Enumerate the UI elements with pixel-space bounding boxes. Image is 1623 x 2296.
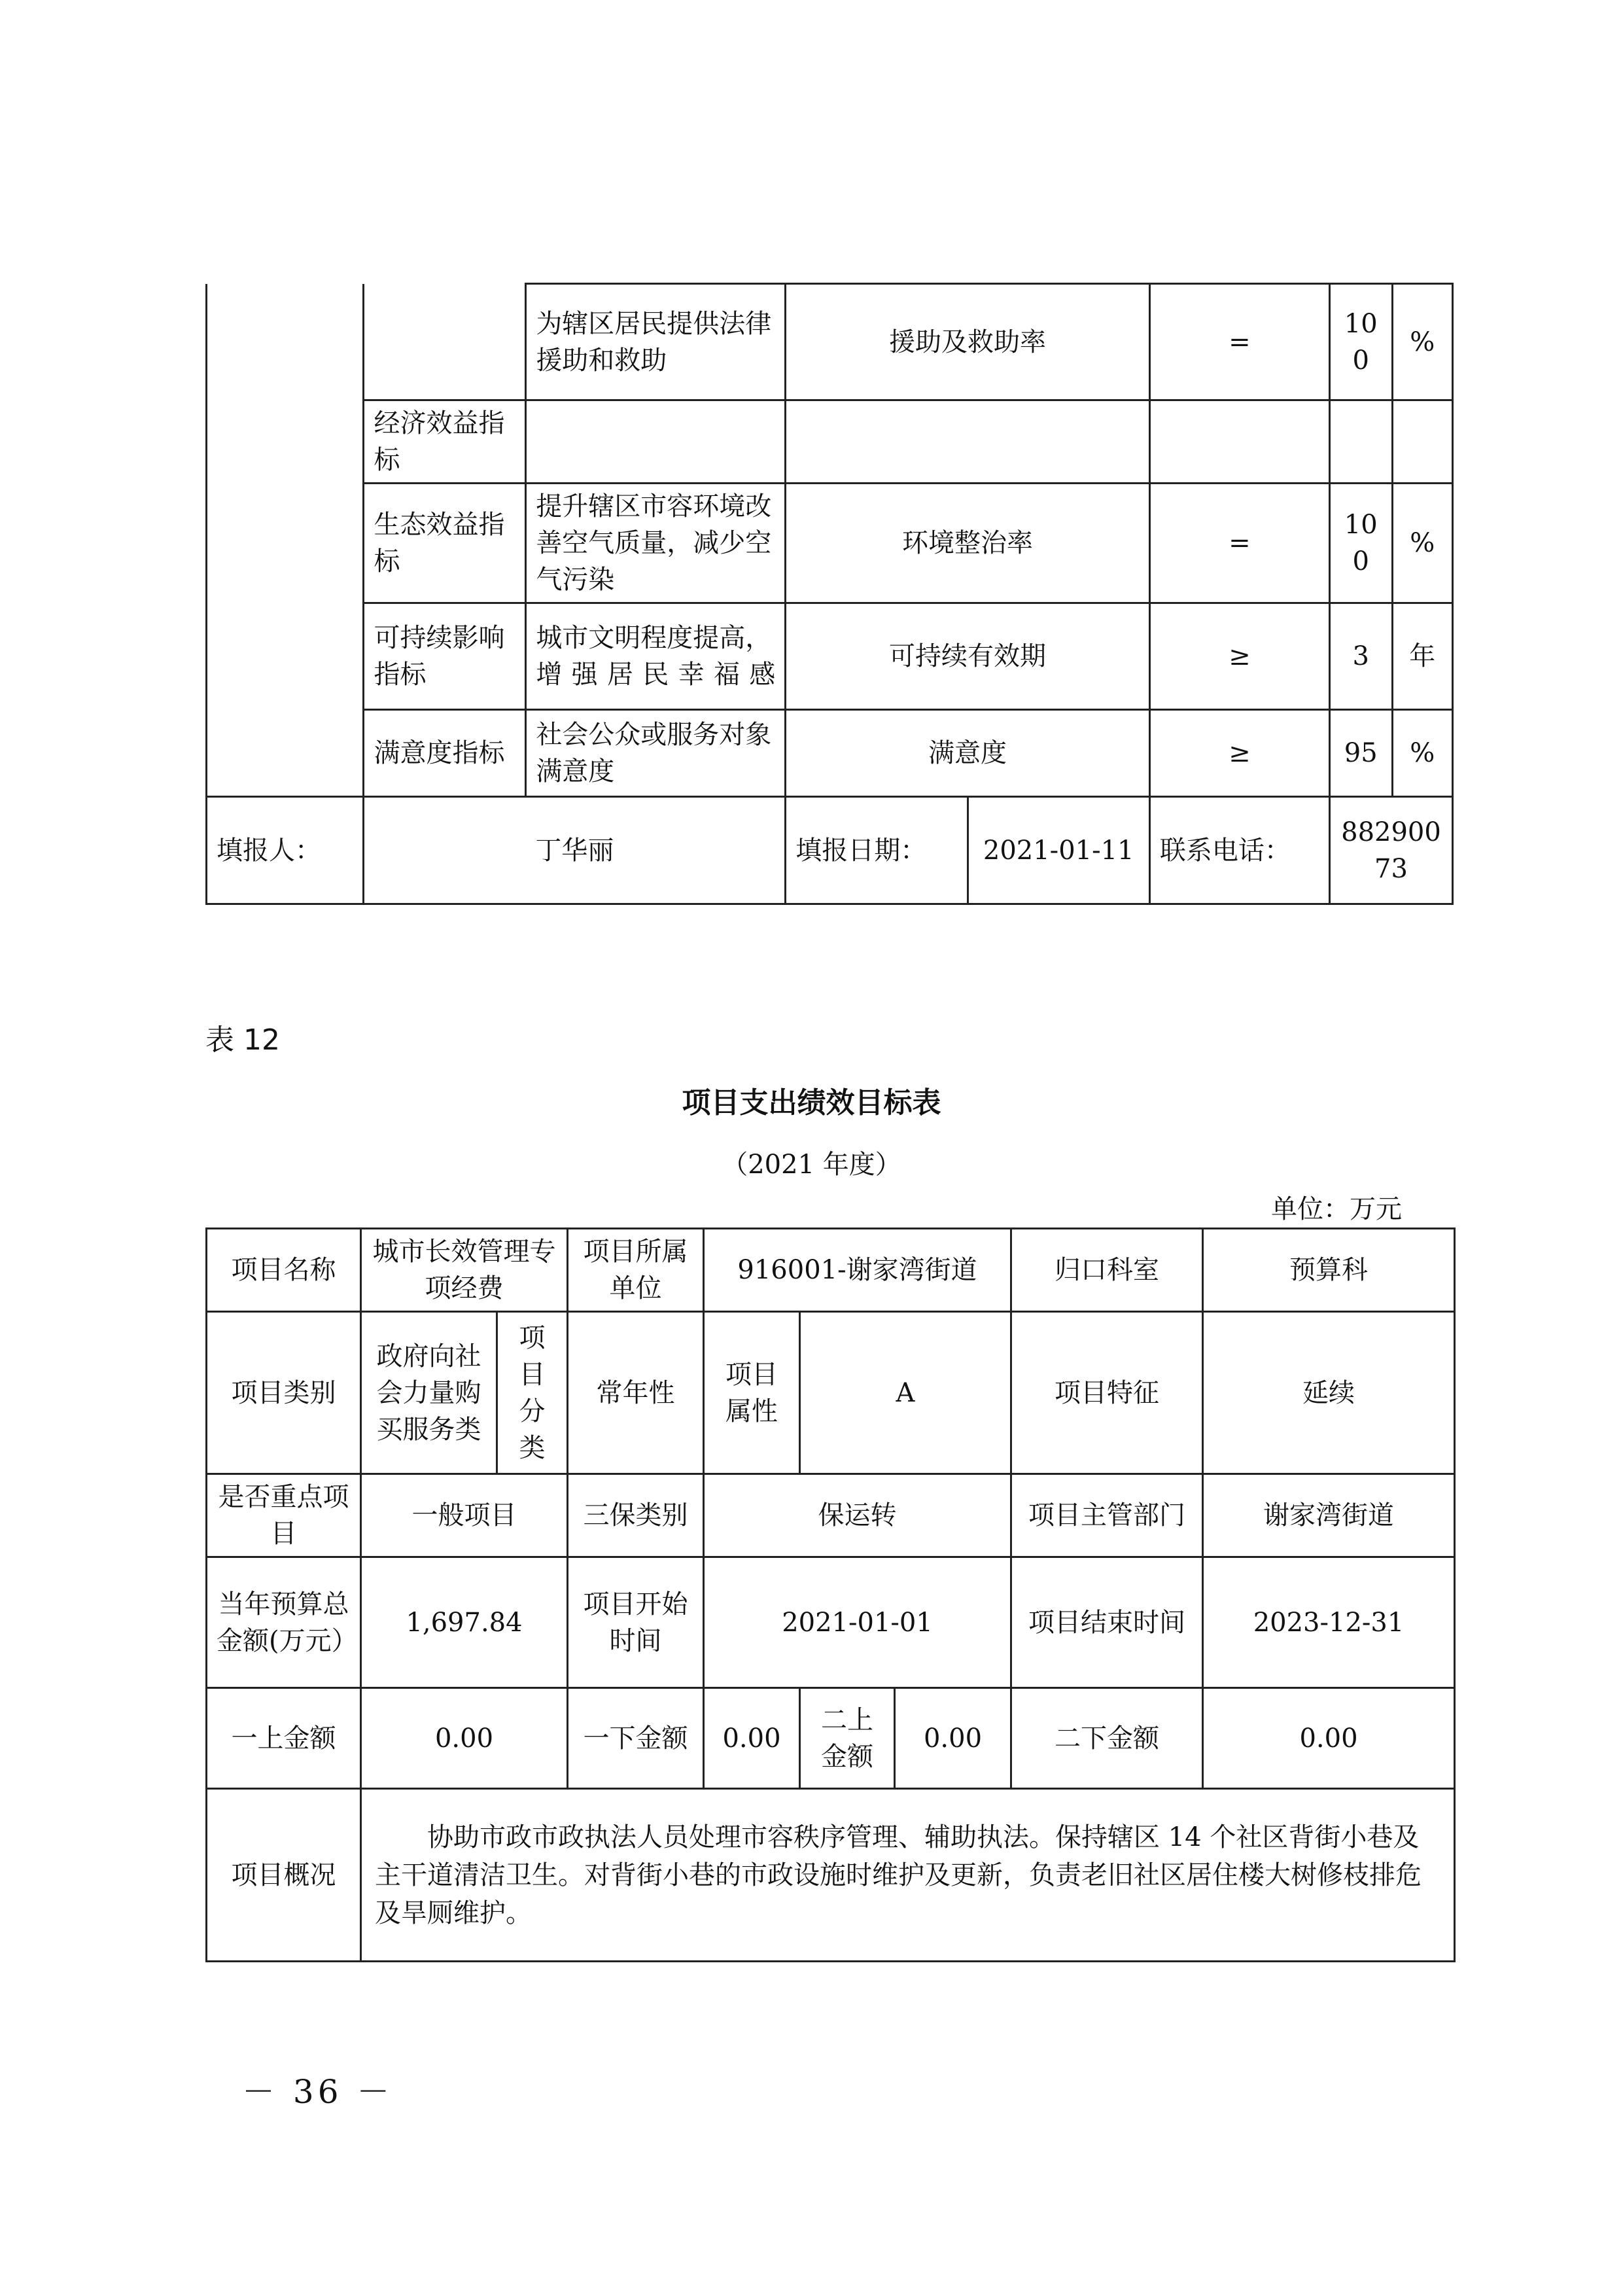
table-row [207, 603, 1453, 710]
down2-value: 0.00 [1203, 1688, 1455, 1789]
content-cell: 社会公众或服务对象满意度 [526, 710, 786, 797]
value-cell: 100 [1329, 284, 1392, 400]
owner-unit: 916001-谢家湾街道 [704, 1229, 1011, 1312]
metric-cell: 满意度 [786, 710, 1150, 797]
feature-label: 项目特征 [1011, 1312, 1203, 1474]
footer-row [207, 797, 1453, 904]
budget-label: 当年预算总金额(万元） [207, 1557, 361, 1688]
table-row [207, 484, 1453, 603]
cat-value: 常年性 [568, 1312, 704, 1474]
operator-cell: ≥ [1149, 710, 1329, 797]
up2-label: 二上金额 [800, 1688, 895, 1789]
value-cell: 95 [1329, 710, 1392, 797]
table-number: 表 12 [205, 1023, 280, 1057]
fill-date: 2021-01-11 [968, 797, 1149, 904]
operator-cell: = [1149, 484, 1329, 603]
operator-cell: = [1149, 284, 1329, 400]
type-label: 项目类别 [207, 1312, 361, 1474]
table-row [207, 1789, 1455, 1962]
feature-value: 延续 [1203, 1312, 1455, 1474]
metric-cell: 可持续有效期 [786, 603, 1150, 710]
value-cell [1329, 400, 1392, 484]
indicator-cell: 经济效益指标 [364, 400, 526, 484]
filler-name: 丁华丽 [364, 797, 786, 904]
sanbao-value: 保运转 [704, 1474, 1011, 1557]
content-cell: 城市文明程度提高，增强居民幸福感 [526, 603, 786, 710]
indicator-cell [364, 284, 526, 400]
value-cell: 100 [1329, 484, 1392, 603]
metric-cell: 环境整治率 [786, 484, 1150, 603]
date-label: 填报日期： [786, 797, 968, 904]
unit-cell: 年 [1392, 603, 1452, 710]
start-date: 2021-01-01 [704, 1557, 1011, 1688]
overview-text: 协助市政市政执法人员处理市容秩序管理、辅助执法。保持辖区 14 个社区背街小巷及主干道清洁卫生。对背街小巷的市政设施时维护及更新，负责老旧社区居住楼大树修枝排危及旱厕维护。 [361, 1789, 1455, 1962]
down1-label: 一下金额 [568, 1688, 704, 1789]
attr-value: A [800, 1312, 1011, 1474]
table-row [207, 1312, 1455, 1474]
attr-label: 项目属性 [704, 1312, 800, 1474]
table-row [207, 400, 1453, 484]
manager-value: 谢家湾街道 [1203, 1474, 1455, 1557]
indicator-cell: 可持续影响指标 [364, 603, 526, 710]
indicator-cell: 满意度指标 [364, 710, 526, 797]
budget-value: 1,697.84 [361, 1557, 568, 1688]
up1-value: 0.00 [361, 1688, 568, 1789]
content-cell: 提升辖区市容环境改善空气质量，减少空气污染 [526, 484, 786, 603]
operator-cell: ≥ [1149, 603, 1329, 710]
indicator-cell: 生态效益指标 [364, 484, 526, 603]
sanbao-label: 三保类别 [568, 1474, 704, 1557]
operator-cell [1149, 400, 1329, 484]
key-value: 一般项目 [361, 1474, 568, 1557]
phone-number: 88290073 [1329, 797, 1452, 904]
key-label: 是否重点项目 [207, 1474, 361, 1557]
cat-label: 项目分类 [497, 1312, 568, 1474]
category-cell-empty [207, 284, 364, 797]
metric-cell [786, 400, 1150, 484]
unit-cell: % [1392, 284, 1452, 400]
table-row [207, 284, 1453, 400]
unit-cell [1392, 400, 1452, 484]
project-name: 城市长效管理专项经费 [361, 1229, 568, 1312]
up1-label: 一上金额 [207, 1688, 361, 1789]
type-value: 政府向社会力量购买服务类 [361, 1312, 497, 1474]
down1-value: 0.00 [704, 1688, 800, 1789]
down2-label: 二下金额 [1011, 1688, 1203, 1789]
end-label: 项目结束时间 [1011, 1557, 1203, 1688]
year-subtitle: （2021 年度） [722, 1150, 901, 1180]
overview-label: 项目概况 [207, 1789, 361, 1962]
table-row [207, 1688, 1455, 1789]
project-target-table [205, 1227, 1456, 1962]
page-number: － 36 － [242, 2073, 394, 2111]
table-row [207, 1229, 1455, 1312]
unit-cell: % [1392, 484, 1452, 603]
table-row [207, 710, 1453, 797]
content-cell: 为辖区居民提供法律援助和救助 [526, 284, 786, 400]
phone-label: 联系电话： [1149, 797, 1329, 904]
table-title: 项目支出绩效目标表 [682, 1086, 941, 1120]
start-label: 项目开始时间 [568, 1557, 704, 1688]
filler-label: 填报人： [207, 797, 364, 904]
up2-value: 0.00 [895, 1688, 1011, 1789]
value-cell: 3 [1329, 603, 1392, 710]
unit-label: 单位：万元 [1271, 1194, 1402, 1224]
metric-cell: 援助及救助率 [786, 284, 1150, 400]
performance-indicator-table [205, 283, 1454, 905]
end-date: 2023-12-31 [1203, 1557, 1455, 1688]
owner-label: 项目所属单位 [568, 1229, 704, 1312]
table-row [207, 1557, 1455, 1688]
name-label: 项目名称 [207, 1229, 361, 1312]
dept-value: 预算科 [1203, 1229, 1455, 1312]
content-cell [526, 400, 786, 484]
table-row [207, 1474, 1455, 1557]
dept-label: 归口科室 [1011, 1229, 1203, 1312]
manager-label: 项目主管部门 [1011, 1474, 1203, 1557]
unit-cell: % [1392, 710, 1452, 797]
